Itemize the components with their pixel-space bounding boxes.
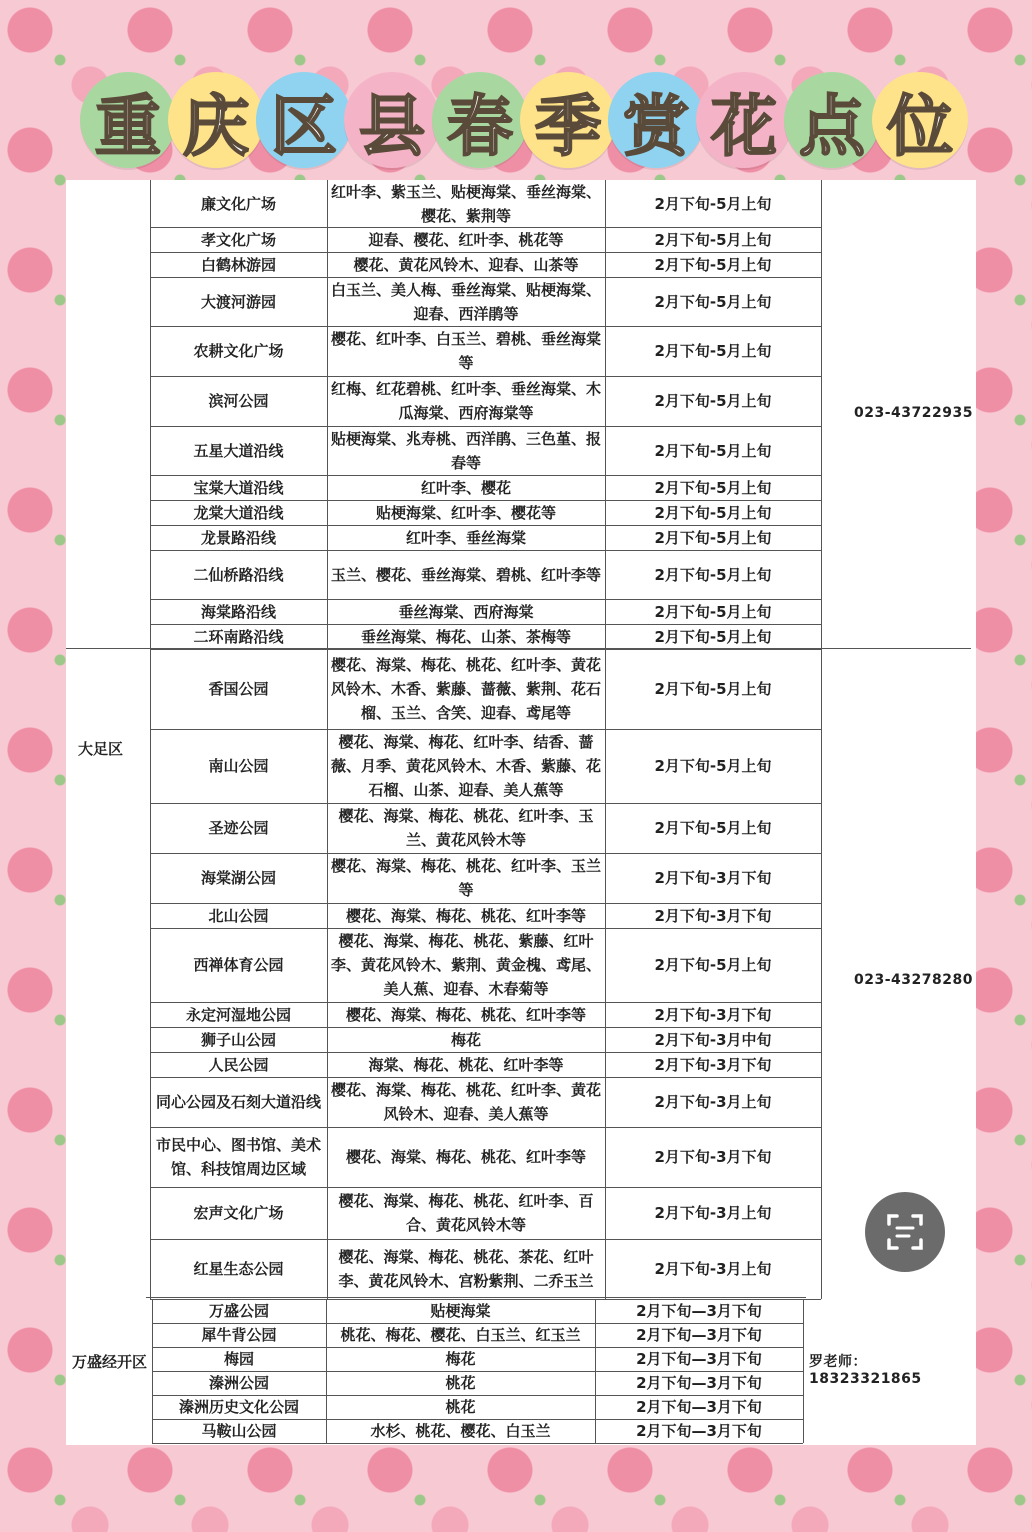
cell-period: 2月下旬-5月上旬 xyxy=(654,602,772,621)
cell-period: 2月下旬-3月下旬 xyxy=(654,1055,772,1074)
cell-period: 2月下旬-5月上旬 xyxy=(654,680,772,698)
cell-name: 五星大道沿线 xyxy=(193,441,284,460)
cell-name: 万盛公园 xyxy=(208,1302,269,1320)
title-char-9: 位 xyxy=(872,72,968,168)
cell-flowers: 樱花、海棠、梅花、桃花、紫藤、红叶李、黄花风铃木、紫荆、黄金槐、鸢尾、美人蕉、迎春、木春菊等 xyxy=(330,932,601,998)
cell-name: 永定河湿地公园 xyxy=(185,1005,291,1024)
cell-flowers: 海棠、梅花、桃花、红叶李等 xyxy=(368,1055,564,1074)
cell-period: 2月下旬-5月上旬 xyxy=(654,292,772,311)
cell-name: 人民公园 xyxy=(208,1055,269,1074)
cell-period: 2月下旬-3月下旬 xyxy=(654,869,772,887)
scan-button[interactable] xyxy=(865,1192,945,1272)
cell-period: 2月下旬—3月下旬 xyxy=(636,1422,762,1440)
cell-period: 2月下旬-5月上旬 xyxy=(654,478,772,497)
title-char-6: 赏 xyxy=(608,72,704,168)
cell-flowers: 桃花、梅花、樱花、白玉兰、红玉兰 xyxy=(340,1326,581,1344)
cell-flowers: 水杉、桃花、樱花、白玉兰 xyxy=(370,1422,551,1440)
phone-dazu-b: 023-43278280 xyxy=(854,972,973,988)
title-char-8: 点 xyxy=(784,72,880,168)
district-label-dazu: 大足区 xyxy=(78,740,124,758)
cell-period: 2月下旬-5月上旬 xyxy=(654,627,772,646)
cell-period: 2月下旬-5月上旬 xyxy=(654,255,772,274)
district-label-wansheng: 万盛经开区 xyxy=(72,1353,148,1371)
cell-flowers: 贴梗海棠 xyxy=(430,1302,491,1320)
cell-period: 2月下旬—3月下旬 xyxy=(636,1374,762,1392)
cell-period: 2月下旬-3月上旬 xyxy=(654,1093,772,1111)
phone-dazu-a: 023-43722935 xyxy=(854,405,973,421)
cell-flowers: 樱花、海棠、梅花、桃花、红叶李、百合、黄花风铃木等 xyxy=(338,1192,594,1234)
cell-name: 犀牛背公园 xyxy=(201,1326,277,1344)
cell-name: 红星生态公园 xyxy=(193,1260,284,1278)
cell-period: 2月下旬—3月下旬 xyxy=(636,1350,762,1368)
cell-period: 2月下旬-5月上旬 xyxy=(654,956,772,974)
cell-flowers: 迎春、樱花、红叶李、桃花等 xyxy=(368,230,564,249)
title-char-1: 庆 xyxy=(168,72,264,168)
cell-flowers: 樱花、海棠、梅花、红叶李、结香、蔷薇、月季、黄花风铃木、木香、紫藤、花石榴、山茶、迎春、美人蕉等 xyxy=(330,733,601,799)
cell-flowers: 樱花、海棠、梅花、桃花、红叶李等 xyxy=(345,1148,586,1166)
cell-name: 香国公园 xyxy=(208,680,269,698)
cell-name: 宏声文化广场 xyxy=(193,1204,284,1222)
cell-name: 溱洲公园 xyxy=(208,1374,269,1392)
cell-flowers: 红叶李、垂丝海棠 xyxy=(405,528,526,547)
cell-name: 同心公园及石刻大道沿线 xyxy=(155,1093,321,1111)
cell-period: 2月下旬-3月下旬 xyxy=(654,906,772,925)
cell-flowers: 樱花、海棠、梅花、桃花、红叶李、黄花风铃木、木香、紫藤、蔷薇、紫荆、花石榴、玉兰、含笑、迎春、鸢尾等 xyxy=(330,656,601,722)
title-char-4: 春 xyxy=(432,72,528,168)
cell-flowers: 樱花、海棠、梅花、桃花、茶花、红叶李、黄花风铃木、宫粉紫荆、二乔玉兰 xyxy=(338,1248,594,1290)
row-divider xyxy=(152,1443,803,1444)
cell-period: 2月下旬—3月下旬 xyxy=(636,1398,762,1416)
title-char-3: 县 xyxy=(344,72,440,168)
title-char-7: 花 xyxy=(696,72,792,168)
cell-name: 孝文化广场 xyxy=(200,230,276,249)
flower-spots-table xyxy=(66,180,976,1445)
page-title xyxy=(80,72,960,177)
cell-period: 2月下旬-5月上旬 xyxy=(654,503,772,522)
scan-icon xyxy=(883,1210,927,1254)
cell-name: 马鞍山公园 xyxy=(201,1422,277,1440)
cell-name: 市民中心、图书馆、美术馆、科技馆周边区域 xyxy=(155,1136,321,1178)
cell-period: 2月下旬-5月上旬 xyxy=(654,342,772,360)
cell-flowers: 樱花、海棠、梅花、桃花、红叶李、玉兰等 xyxy=(330,857,601,899)
wansheng-section xyxy=(66,1299,803,1443)
cell-name: 农耕文化广场 xyxy=(193,342,284,360)
cell-name: 宝棠大道沿线 xyxy=(193,478,284,497)
title-char-5: 季 xyxy=(520,72,616,168)
cell-period: 2月下旬-5月上旬 xyxy=(654,565,772,584)
cell-name: 北山公园 xyxy=(208,906,269,925)
cell-period: 2月下旬-3月下旬 xyxy=(654,1148,772,1166)
cell-flowers: 红梅、红花碧桃、红叶李、垂丝海棠、木瓜海棠、西府海棠等 xyxy=(330,380,601,422)
cell-period: 2月下旬-5月上旬 xyxy=(654,819,772,837)
cell-period: 2月下旬-5月上旬 xyxy=(654,757,772,775)
title-char-2: 区 xyxy=(256,72,352,168)
cell-name: 廉文化广场 xyxy=(200,194,276,213)
cell-name: 二环南路沿线 xyxy=(193,627,284,646)
cell-flowers: 樱花、红叶李、白玉兰、碧桃、垂丝海棠等 xyxy=(330,330,601,372)
cell-name: 白鹤林游园 xyxy=(200,255,276,274)
cell-flowers: 红叶李、樱花 xyxy=(420,478,511,497)
cell-flowers: 贴梗海棠、兆寿桃、西洋鹃、三色堇、报春等 xyxy=(330,429,601,472)
cell-name: 梅园 xyxy=(223,1350,254,1368)
cell-name: 海棠湖公园 xyxy=(200,869,276,887)
cell-flowers: 桃花 xyxy=(445,1398,476,1416)
cell-flowers: 白玉兰、美人梅、垂丝海棠、贴梗海棠、迎春、西洋鹃等 xyxy=(330,280,601,323)
cell-flowers: 玉兰、樱花、垂丝海棠、碧桃、红叶李等 xyxy=(330,565,601,584)
cell-flowers: 梅花 xyxy=(450,1030,481,1049)
cell-name: 溱洲历史文化公园 xyxy=(178,1398,299,1416)
cell-name: 大渡河游园 xyxy=(200,292,276,311)
cell-name: 龙棠大道沿线 xyxy=(193,503,284,522)
region-divider xyxy=(66,648,971,649)
cell-flowers: 红叶李、紫玉兰、贴梗海棠、垂丝海棠、樱花、紫荆等 xyxy=(330,182,601,225)
column-divider xyxy=(803,1299,804,1443)
cell-period: 2月下旬-5月上旬 xyxy=(654,194,772,213)
cell-name: 海棠路沿线 xyxy=(200,602,276,621)
cell-period: 2月下旬—3月下旬 xyxy=(636,1326,762,1344)
dazu-section xyxy=(66,180,821,1299)
cell-name: 龙景路沿线 xyxy=(200,528,276,547)
cell-name: 西禅体育公园 xyxy=(193,956,284,974)
cell-period: 2月下旬-5月上旬 xyxy=(654,230,772,249)
title-char-0: 重 xyxy=(80,72,176,168)
cell-flowers: 樱花、海棠、梅花、桃花、红叶李、玉兰、黄花风铃木等 xyxy=(338,807,594,849)
section-divider xyxy=(146,1297,806,1298)
cell-flowers: 樱花、海棠、梅花、桃花、红叶李等 xyxy=(345,906,586,925)
cell-period: 2月下旬-3月上旬 xyxy=(654,1204,772,1222)
cell-flowers: 垂丝海棠、西府海棠 xyxy=(398,602,534,621)
cell-flowers: 樱花、黄花风铃木、迎春、山茶等 xyxy=(353,255,579,274)
cell-name: 圣迹公园 xyxy=(208,819,269,837)
cell-name: 狮子山公园 xyxy=(200,1030,276,1049)
cell-flowers: 贴梗海棠、红叶李、樱花等 xyxy=(375,503,556,522)
cell-period: 2月下旬-5月上旬 xyxy=(654,528,772,547)
cell-name: 滨河公园 xyxy=(208,392,269,410)
contact-wansheng: 罗老师：18323321865 xyxy=(809,1354,922,1387)
cell-period: 2月下旬-5月上旬 xyxy=(654,441,772,460)
cell-flowers: 梅花 xyxy=(445,1350,476,1368)
cell-flowers: 桃花 xyxy=(445,1374,476,1392)
column-divider xyxy=(821,180,822,1299)
cell-flowers: 樱花、海棠、梅花、桃花、红叶李等 xyxy=(345,1005,586,1024)
cell-period: 2月下旬-3月下旬 xyxy=(654,1005,772,1024)
cell-period: 2月下旬-3月上旬 xyxy=(654,1260,772,1278)
cell-period: 2月下旬—3月下旬 xyxy=(636,1302,762,1320)
cell-name: 二仙桥路沿线 xyxy=(193,565,284,584)
cell-name: 南山公园 xyxy=(208,757,269,775)
cell-period: 2月下旬-3月中旬 xyxy=(654,1030,772,1049)
cell-flowers: 垂丝海棠、梅花、山茶、茶梅等 xyxy=(360,627,571,646)
cell-period: 2月下旬-5月上旬 xyxy=(654,392,772,410)
cell-flowers: 樱花、海棠、梅花、桃花、红叶李、黄花风铃木、迎春、美人蕉等 xyxy=(330,1081,601,1123)
